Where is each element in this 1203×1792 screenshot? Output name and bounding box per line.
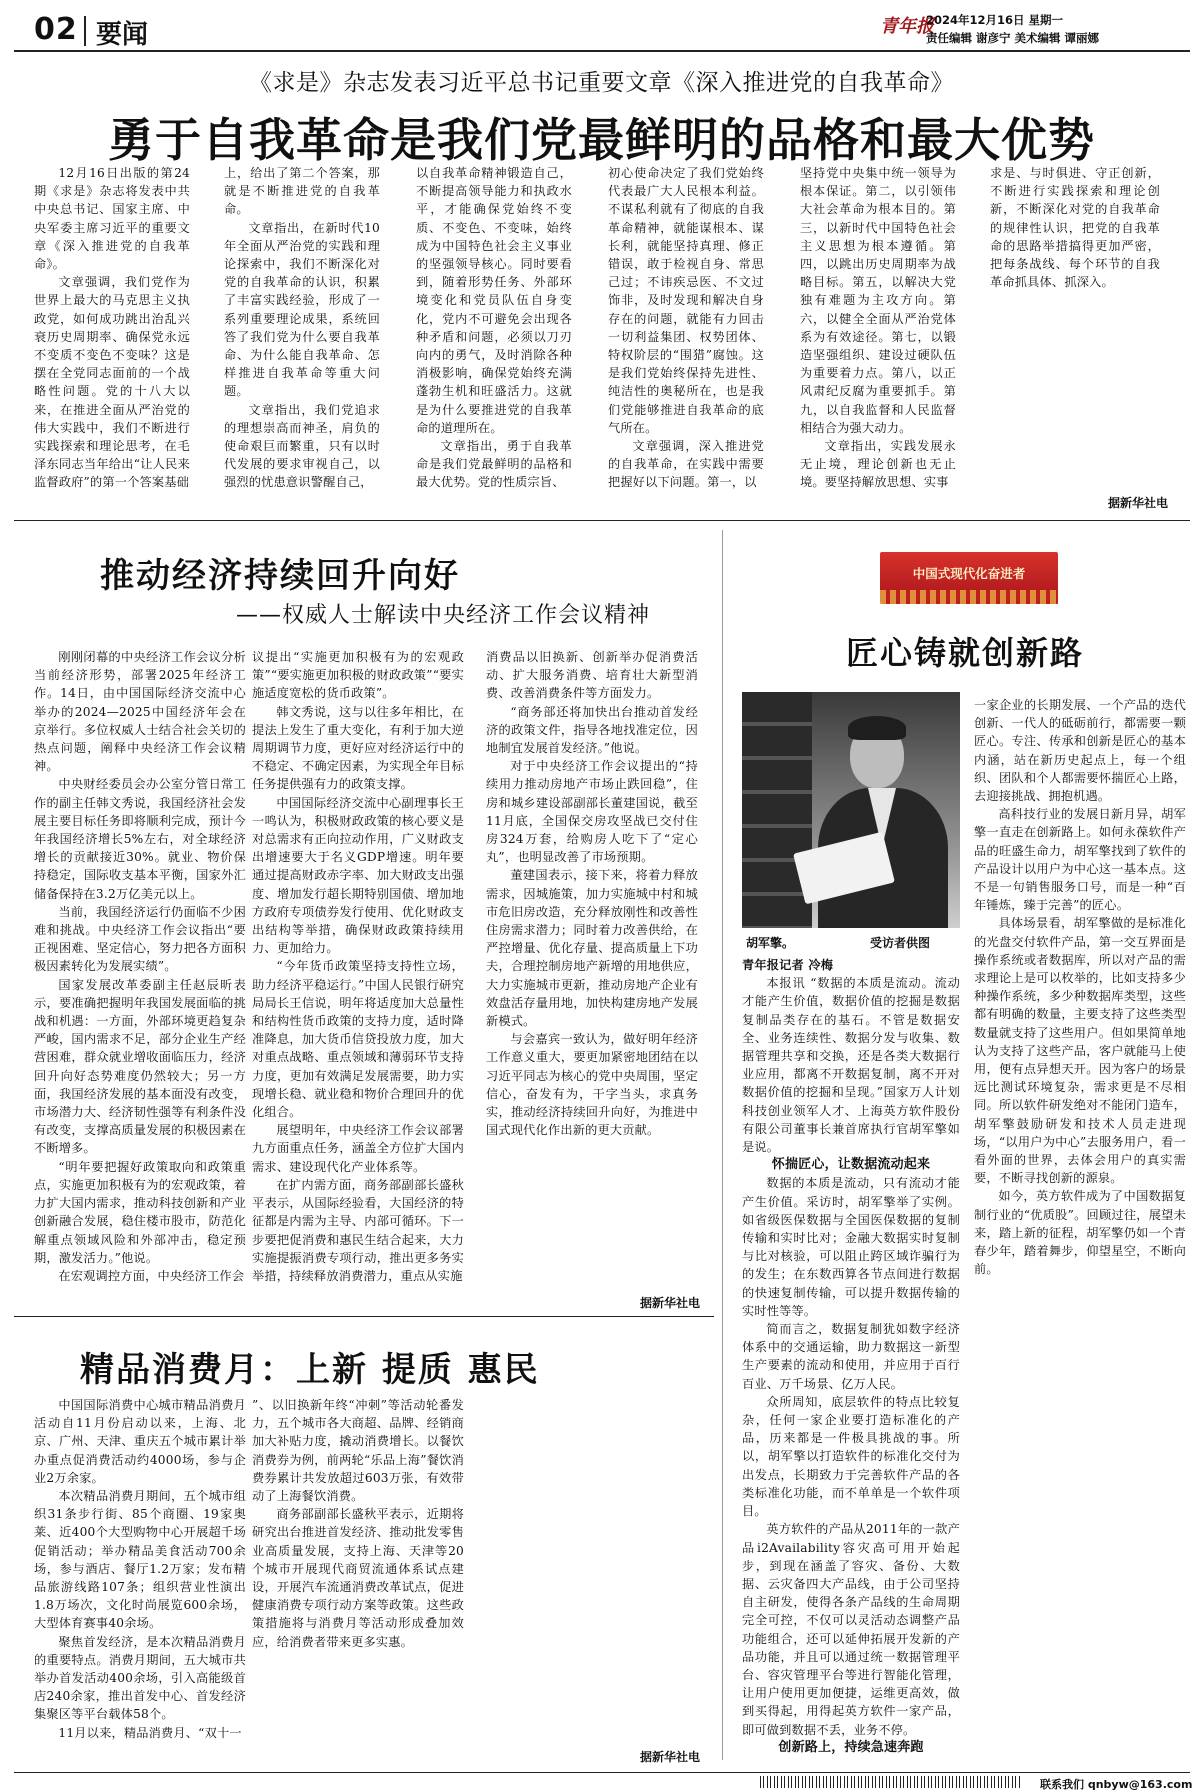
consumption-paragraph-5: 商务部副部长盛秋平表示，近期将研究出台推进首发经济、推动批发零售业高质量发展，支持上海、天津等20个城市开展现代商贸流通体系试点建设，开展汽车流通消费改革试点，促进健康消费专项行动方案等政策。这些政策措施将与消费月等活动形成叠加效应，给消费者带来更多实惠。 [252, 1507, 464, 1649]
economy-headline: 推动经济持续回升向好 [100, 556, 460, 596]
economy-paragraph-7: 韩文秀说，这与以往多年相比，在提法上发生了重大变化，有利于加大逆周期调节力度，更好应对经济运行中的不稳定、不确定因素，为实现全年目标任务提供强有力的政策支撑。 [252, 704, 464, 792]
feature-banner [880, 552, 1058, 604]
header-editors: 责任编辑 谢彦宁 美术编辑 谭丽娜 [926, 31, 1100, 45]
footer-contact: 联系我们 qnbyw@163.com [1040, 1778, 1193, 1791]
lead-kicker: 《求是》杂志发表习近平总书记重要文章《深入推进党的自我革命》 [249, 70, 954, 96]
lead-headline: 勇于自我革命是我们党最鲜明的品格和最大优势 [108, 113, 1095, 167]
economy-paragraph-14: 董建国表示，接下来，将着力释放需求，因城施策，加力实施城中村和城市危旧房改造，充分释放刚性和改善性住房需求潜力；同时着力改善供给，在严控增量、优化存量、提高质量上下功夫，合理控制房地产新增的用地供应，大力实施城市更新，推动房地产企业有效盘活存量用地，加快构建房地产发展新模式。 [486, 868, 698, 1029]
feature-paragraph-b-3: 众所周知，底层软件的特点比较复杂，任何一家企业要打造标准化的产品，历来都是一件极具挑战的事。所以，胡军擎以打造软件的标准化交付为出发点，长期致力于完善软件产品的各类标准化功能，而不单单是一个软件项目。 [742, 1394, 960, 1519]
economy-paragraph-11-cont: 消费品以旧换新、创新举办促消费活动、扩大服务消费、培育壮大新型消费、改善消费条件等方面发力。 [486, 650, 698, 701]
feature-divider [722, 530, 723, 1760]
economy-paragraph-13: 对于中央经济工作会议提出的“持续用力推动房地产市场止跌回稳”，住房和城乡建设部副部长董建国说，截至11月底，全国保交房攻坚战已交付住房324万套，给购房人吃下了“定心丸”，也明显改善了市场预期。 [486, 759, 698, 865]
feature-column-2 [974, 696, 1186, 1766]
lead-column-6 [990, 164, 1160, 492]
consumption-headline: 精品消费月：上新 提质 惠民 [80, 1350, 540, 1390]
economy-paragraph-5: “明年要把握好政策取向和政策重点，实施更加积极有为的宏观政策，着力扩大国内需求，推动科技创新和产业创新融合发展，稳住楼市股市，防范化解重点领域风险和外部冲击，稳定预期，激发活力。”他说。 [34, 1159, 246, 1265]
lead-paragraph-7-cont: 求是、与时俱进、守正创新，不断进行实践探索和理论创新，不断深化对党的自我革命的规律性认识，把党的自我革命的思路举措搞得更加严密，把每条战线、每个环节的自我革命抓具体、抓深入。 [990, 166, 1160, 290]
lead-column-4 [608, 164, 764, 492]
consumption-paragraph-4: 11月以来，精品消费月、“双十一 [58, 1725, 242, 1740]
consumption-paragraph-3: 聚焦首发经济，是本次精品消费月的重要特点。消费月期间，五大城市共举办首发活动400余场，引入高能级首店240余家，推出首发中心、首发经济集聚区等平台载体58个。 [34, 1634, 246, 1722]
photo-caption-credit: 受访者供图 [870, 936, 931, 950]
economy-paragraph-15: 与会嘉宾一致认为，做好明年经济工作意义重大，要更加紧密地团结在以习近平同志为核心的党中央周围，坚定信心，奋发有为，干字当头，求真务实，推动经济持续回升向好，为推进中国式现代化作出新的更大贡献。 [486, 1032, 698, 1138]
economy-paragraph-2: 中央财经委员会办公室分管日常工作的副主任韩文秀说，我国经济社会发展主要目标任务即将顺利完成，预计今年我国经济增长5%左右，对全球经济增长的贡献接近30%。就业、物价保持稳定，国际收支基本平衡，国家外汇储备保持在3.2万亿美元以上。 [34, 777, 246, 901]
lead-paragraph-6: 文章强调，深入推进党的自我革命，在实践中需要把握好以下问题。第一，以 [608, 439, 764, 490]
lead-paragraph-4-cont: 以自我革命精神锻造自己，不断提高领导能力和执政水平，才能确保党始终不变质、不变色、不变味，始终成为中国特色社会主义事业的坚强领导核心。同时要看到，随着形势任务、外部环境变化和党员队伍自身变化，党内不可避免会出现各种矛盾和问题，必须以刀刃向内的勇气，及时消除各种消极影响，确保党始终充满蓬勃生机和旺盛活力。这就是为什么要推进党的自我革命的道理所在。 [416, 166, 572, 435]
lead-paragraph-2-cont: 上，给出了第二个答案，那就是不断推进党的自我革命。 [224, 166, 380, 217]
economy-column-2 [252, 648, 464, 1294]
consumption-column-2 [252, 1396, 464, 1746]
banner-label: 中国式现代化奋进者 [912, 566, 1026, 581]
header-date: 2024年12月16日 星期一 [926, 13, 1064, 27]
lead-paragraph-5: 文章指出，勇于自我革命是我们党最鲜明的品格和最大优势。党的性质宗旨、 [416, 439, 572, 490]
feature-headline: 匠心铸就创新路 [845, 634, 1084, 672]
section-name: 要闻 [96, 20, 149, 50]
header-rule [14, 50, 1190, 52]
lead-bottom-rule [14, 520, 1190, 521]
economy-bottom-rule [14, 1316, 714, 1317]
masthead-logo: 青年报 [880, 16, 934, 37]
economy-column-3 [486, 648, 698, 1294]
lead-column-5 [800, 164, 956, 492]
lead-paragraph-2: 文章强调，我们党作为世界上最大的马克思主义执政党，如何成功跳出治乱兴衰历史周期率、确保党永远不变质不变色不变味？这是摆在全党同志面前的一个战略性问题。党的十八大以来，在推进全面从严治党的伟大实践中，我们不断进行实践探索和理论思考，在毛泽东同志当年给出“让人民来监督政府”的第一个答案基础 [34, 275, 190, 490]
consumption-paragraph-1: 中国国际消费中心城市精品消费月活动自11月份启动以来，上海、北京、广州、天津、重庆五个城市累计举办重点促消费活动约4000场，参与企业2万余家。 [34, 1398, 246, 1485]
consumption-source: 据新华社电 [639, 1750, 700, 1764]
economy-paragraph-8: 中国国际经济交流中心副理事长王一鸣认为，积极财政政策的核心要义是对总需求有正向拉动作用，广义财政支出增速要大于名义GDP增速。明年要通过提高财政赤字率、加大财政支出强度、增加发行超长期特别国债、增加地方政府专项债券发行使用、优化财政支出结构等举措，确保财政政策持续用力、更加给力。 [252, 795, 464, 956]
lead-source: 据新华社电 [1107, 496, 1168, 510]
page-number: 02 [34, 12, 78, 47]
feature-paragraph-b-1: 数据的本质是流动，只有流动才能产生价值。采访时，胡军擎举了实例。如省级医保数据与全国医保数据的复制传输和实时比对；金融大数据实时复制与比对核验，可以阻止跨区域诈骗行为的发生；在东数西算各节点间进行数据的快速复制传输，可以提升数据传输的实时性等等。 [742, 1176, 960, 1318]
lead-paragraph-5-cont: 初心使命决定了我们党始终代表最广大人民根本利益。不谋私利就有了彻底的自我革命精神，就能谋根本、谋长利，就能坚持真理、修正错误，敢于检视自身、常思己过；不讳疾忌医、不文过饰非，及时发现和解决自身存在的问题，就能有力回击一切利益集团、权势团体、特权阶层的“围猎”腐蚀。这是我们党始终保持先进性、纯洁性的奥秘所在，也是我们党能够推进自我革命的底气所在。 [608, 166, 764, 435]
economy-subheadline: ——权威人士解读中央经济工作会议精神 [236, 603, 651, 628]
banner-ornament [880, 590, 1058, 604]
economy-column-1 [34, 648, 246, 1294]
economy-paragraph-6-cont: 议提出“实施更加积极有为的宏观政策”“要实施更加积极的财政政策”“要实施适度宽松的货币政策”。 [252, 650, 464, 701]
economy-paragraph-6: 在宏观调控方面，中央经济工作会 [58, 1268, 245, 1283]
feature-paragraph-b-4: 英方软件的产品从2011年的一款产品i2Availability容灾高可用开始起步，到现在涵盖了容灾、备份、大数据、云灾备四大产品线，由于公司坚持自主研发，使得各条产品线的生命周期完全可控，不仅可以灵活动态调整产品功能组合，还可以延伸拓展开发新的产品功能，并且可以通过统一数据管理平台、容灾管理平台等进行智能化管理，让用户使用更加便捷，运维更高效，做到买得起，用得起英方软件一家产品，即可做到数据不丢，业务不停。 [742, 1522, 960, 1737]
footer-rule [14, 1772, 1190, 1773]
feature-column-1 [742, 956, 960, 1766]
lead-paragraph-1: 12月16日出版的第24期《求是》杂志将发表中共中央总书记、国家主席、中央军委主席习近平的重要文章《深入推进党的自我革命》。 [34, 166, 190, 272]
header-divider [84, 16, 86, 46]
consumption-column-3 [486, 1396, 698, 1746]
consumption-paragraph-4-cont: ”、以旧换新年终“冲刺”等活动轮番发力，五个城市各大商超、品牌、经销商加大补贴力度，撬动消费增长。以餐饮消费券为例，前两轮“乐品上海”餐饮消费券累计共发放超过603万张，有效带动了上海餐饮消费。 [252, 1398, 464, 1504]
consumption-paragraph-2: 本次精品消费月期间，五个城市组织31条步行街、85个商圈、19家奥莱、近400个大型购物中心开展超千场促销活动；举办精品美食活动700余场，参与酒店、餐厅1.2万家；发布精品旅游线路107条；组织营业性演出1.8万场次，文化时尚展览600余场，大型体育赛事40余场。 [34, 1489, 246, 1631]
photo-hair [848, 716, 906, 740]
feature-paragraph-b-2: 简而言之，数据复制犹如数字经济体系中的交通运输，助力数据这一新型生产要素的流动和使用，并应用于百行百业、万千场景、亿万人民。 [742, 1322, 960, 1391]
economy-paragraph-11: 在扩内需方面，商务部副部长盛秋平表示，从国际经验看，大国经济的特征都是内需为主导、内部可循环。下一步要把促消费和惠民生结合起来，大力实施提振消费专项行动，推出更多务实举措，持续释放消费潜力，重点从实施 [252, 1177, 464, 1283]
lead-paragraph-7: 文章指出，实践发展永无止境，理论创新也无止境。要坚持解放思想、实事 [800, 439, 956, 490]
barcode-strip [760, 1776, 1020, 1788]
economy-paragraph-10: 展望明年，中央经济工作会议部署九方面重点任务，涵盖全方位扩大国内需求、建设现代化产业体系等。 [252, 1123, 464, 1174]
lead-paragraph-3: 文章指出，在新时代10年全面从严治党的实践和理论探索中，我们不断深化对党的自我革命的认识，积累了丰富实践经验，形成了一系列重要理论成果，系统回答了我们党为什么要自我革命、为什么能自我革命、怎样推进自我革命等重大问题。 [224, 220, 380, 399]
economy-paragraph-1: 刚刚闭幕的中央经济工作会议分析当前经济形势，部署2025年经济工作。14日，由中国国际经济交流中心举办的2024—2025中国经济年会在京举行。多位权威人士结合社会关切的热点问题，阐释中央经济工作会议精神。 [34, 650, 246, 774]
feature-paragraph-c-3: 具体场景看，胡军擎做的是标准化的光盘交付软件产品，第一交互界面是操作系统或者数据库，所以对产品的需求理论上是可以枚举的，比如支持多少种操作系统，多少种数据库类型，这些都有明确的数量，主要支持了这些类型数量就支持了这些用户。但如果简单地认为支持了这些产品，客户就能马上使用，便有点异想天开。因为客户的场景远比测试环境复杂，需求更是不尽相同。所以软件研发绝对不能闭门造车，胡军擎鼓励研发和技术人员走进现场，“以用户为中心”去服务用户，看一看外面的世界，去体会用户的真实需要，不断寻找创新的源泉。 [974, 916, 1186, 1186]
feature-subhead-1: 怀揣匠心，让数据流动起来 [771, 1157, 931, 1173]
feature-subhead-2: 创新路上，持续急速奔跑 [778, 1739, 924, 1755]
lead-column-2 [224, 164, 380, 492]
feature-byline: 青年报记者 冷梅 [742, 958, 834, 972]
portrait-photo [742, 692, 960, 928]
economy-source: 据新华社电 [639, 1296, 700, 1310]
lead-paragraph-4: 文章指出，我们党追求的理想崇高而神圣，肩负的使命艰巨而繁重，只有以时代发展的要求审视自己，以强烈的忧患意识警醒自己， [224, 402, 380, 490]
feature-paragraph-c-4: 如今，英方软件成为了中国数据复制行业的“优质股”。回顾过往，展望未来，踏上新的征程，胡军擎仍如一个青春少年，踏着舞步，仰望星空，不断向前。 [974, 1189, 1186, 1277]
feature-paragraph-c-1-cont: 一家企业的长期发展、一个产品的迭代创新、一代人的砥砺前行，都需要一颗匠心。专注、传承和创新是匠心的基本内涵，站在新历史起点上，每一个组织、团队和个人都需要怀揣匠心上路，去迎接挑战、拥抱机遇。 [974, 698, 1186, 804]
economy-paragraph-12: “商务部还将加快出台推动首发经济的政策文件，指导各地找准定位，因地制宜发展首发经济。”他说。 [486, 704, 698, 756]
photo-bookshelf [742, 692, 812, 928]
lead-column-3 [416, 164, 572, 492]
economy-paragraph-4: 国家发展改革委副主任赵辰昕表示，要准确把握明年我国发展面临的挑战和机遇：一方面，外部环境更趋复杂严峻，国内需求不足，部分企业生产经营困难，群众就业增收面临压力，经济回升向好态势难度仍然较大；另一方面，我国经济发展的基本面没有改变，市场潜力大、经济韧性强等有利条件没有改变，支撑高质量发展的积极因素在不断增多。 [34, 977, 246, 1156]
feature-paragraph-c-2: 高科技行业的发展日新月异，胡军擎一直走在创新路上。如何永葆软件产品的旺盛生命力，胡军擎找到了软件的产品设计以用户为中心这一基本点。这不是一句销售服务口号，而是一种“百年锤炼，臻于完善”的匠心。 [974, 807, 1186, 913]
consumption-column-1 [34, 1396, 246, 1746]
feature-intro: 本报讯 “数据的本质是流动。流动才能产生价值，数据价值的挖掘是数据复制品类存在的基石。不管是数据安全、业务连续性、数据分发与收集、数据管理共享和交换，还是各类大数据行业应用，都离不开数据复制，离不开对数据价值的挖掘和呈现。”国家万人计划科技创业领军人才、上海英方软件股份有限公司董事长兼首席执行官胡军擎如是说。 [742, 976, 960, 1155]
economy-paragraph-3: 当前，我国经济运行仍面临不少困难和挑战。中央经济工作会议指出“要正视困难、坚定信心，努力把各方面积极因素转化为发展实绩”。 [34, 904, 246, 974]
photo-caption-name: 胡军擎。 [746, 936, 795, 950]
lead-column-1 [34, 164, 190, 492]
lead-paragraph-6-cont: 坚持党中央集中统一领导为根本保证。第二，以引领伟大社会革命为根本目的。第三，以新时代中国特色社会主义思想为根本遵循。第四，以跳出历史周期率为战略目标。第五，以解决大党独有难题为主攻方向。第六，以健全全面从严治党体系为有效途径。第七，以锻造坚强组织、建设过硬队伍为重要着力点。第八，以正风肃纪反腐为重要抓手。第九，以自我监督和人民监督相结合为强大动力。 [800, 166, 956, 435]
economy-paragraph-9: “今年货币政策坚持支持性立场，助力经济平稳运行。”中国人民银行研究局局长王信说，明年将适度加大总量性和结构性货币政策的支持力度，适时降准降息，加大货币信贷投放力度，加大对重点战略、重点领域和薄弱环节支持力度，更加有效满足发展需要，助力实现增长稳、就业稳和物价合理回升的优化组合。 [252, 959, 464, 1120]
